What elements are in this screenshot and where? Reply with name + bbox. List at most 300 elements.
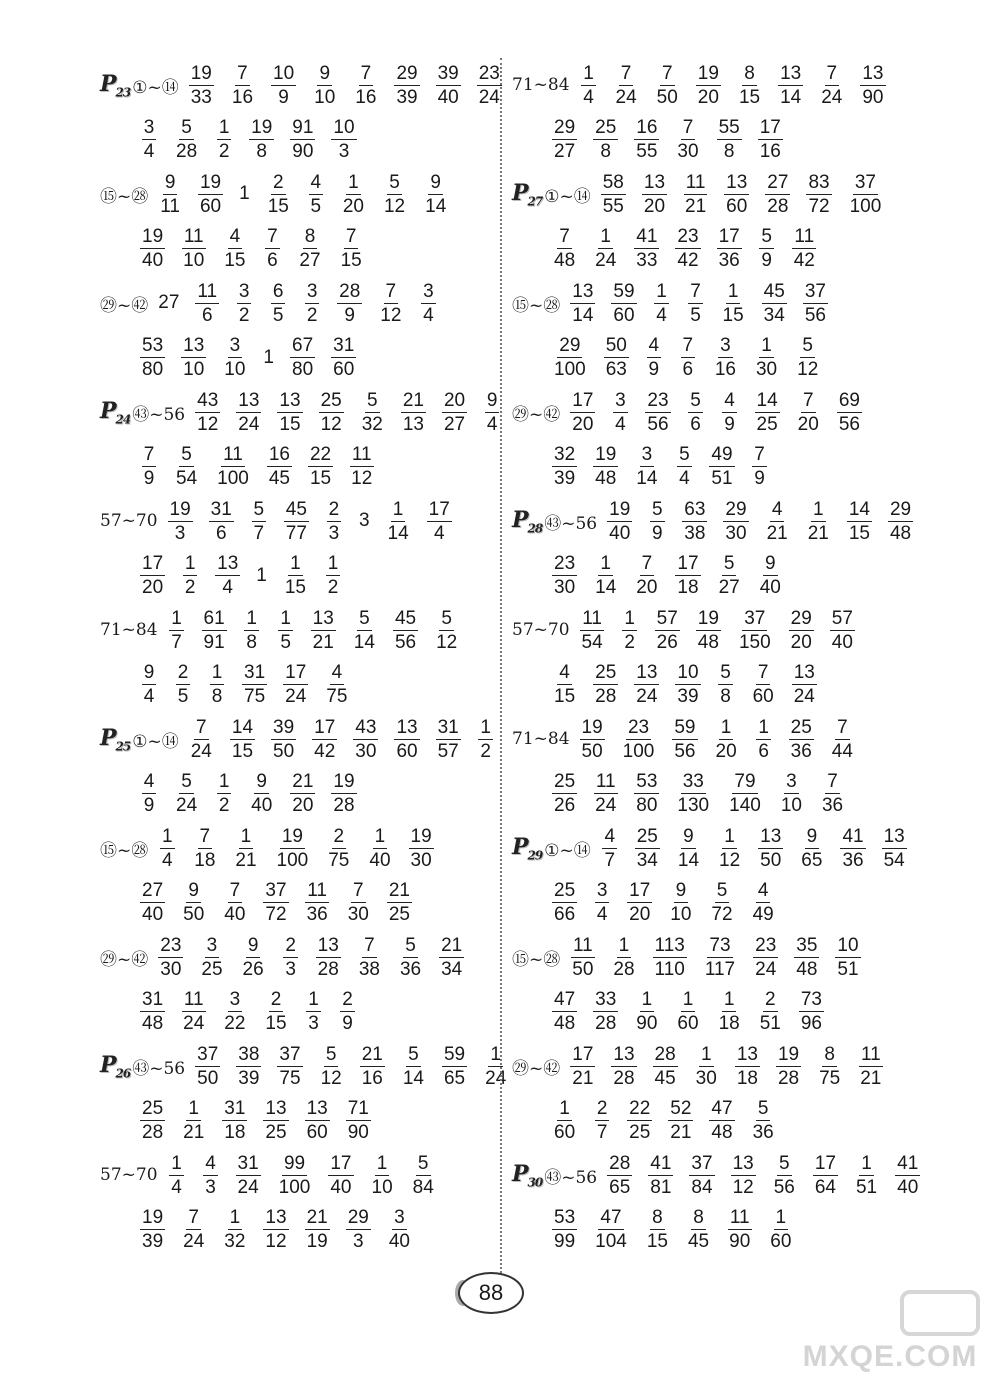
fraction-answer — [675, 771, 711, 816]
answer-list — [132, 1098, 379, 1143]
row-label — [100, 398, 187, 426]
numerator: 14 — [848, 498, 870, 520]
denominator: 14 — [677, 849, 700, 871]
numerator: 47 — [711, 1098, 733, 1120]
fraction-answer — [751, 880, 776, 925]
numerator: 14 — [231, 716, 254, 738]
denominator: 42 — [793, 250, 815, 272]
answer-row — [100, 985, 495, 1040]
denominator: 117 — [704, 958, 736, 980]
fraction-answer — [181, 880, 206, 925]
denominator: 110 — [654, 958, 685, 980]
numerator: 73 — [800, 989, 822, 1011]
fraction-answer — [277, 1044, 302, 1089]
denominator: 26 — [554, 795, 576, 817]
numerator: 23 — [677, 226, 699, 248]
row-label — [512, 180, 593, 208]
denominator: 9 — [761, 250, 772, 272]
denominator: 36 — [821, 795, 844, 817]
fraction-answer — [792, 226, 817, 271]
answer-list — [544, 1207, 801, 1252]
fraction-answer — [387, 1207, 412, 1252]
numerator: 9 — [247, 934, 259, 956]
denominator: 65 — [801, 849, 823, 871]
numerator: 7 — [837, 716, 848, 738]
numerator: 83 — [808, 171, 830, 193]
numerator: 3 — [229, 335, 241, 357]
denominator: 15 — [309, 468, 332, 490]
fraction-answer — [249, 771, 274, 816]
denominator: 8 — [723, 141, 735, 163]
denominator: 32 — [361, 413, 383, 435]
denominator: 30 — [160, 958, 182, 980]
fraction-answer — [439, 935, 464, 980]
denominator: 9 — [342, 1013, 353, 1035]
fraction-answer — [817, 1044, 842, 1089]
fraction-answer — [324, 662, 349, 707]
denominator: 81 — [650, 1176, 672, 1198]
numerator: 19 — [697, 607, 719, 629]
denominator: 34 — [763, 304, 785, 326]
numerator: 19 — [169, 498, 191, 520]
question-range: 71~84 — [100, 620, 158, 641]
numerator: 16 — [268, 444, 290, 466]
numerator: 1 — [392, 498, 404, 520]
fraction-answer — [645, 1207, 670, 1252]
fraction-answer — [215, 117, 233, 162]
denominator: 9 — [278, 86, 289, 108]
denominator: 14 — [353, 631, 375, 653]
question-range: ⑮~㉘ — [100, 186, 149, 207]
fraction-answer — [394, 63, 419, 108]
numerator: 29 — [889, 498, 912, 520]
denominator: 72 — [265, 904, 287, 926]
numerator: 1 — [812, 498, 824, 520]
numerator: 79 — [734, 771, 756, 793]
denominator: 36 — [718, 250, 740, 272]
numerator: 53 — [636, 771, 658, 793]
denominator: 30 — [725, 522, 747, 544]
page-ref-badge: $P_{29}$ — [512, 834, 543, 863]
numerator: 7 — [196, 716, 207, 738]
denominator: 10 — [780, 795, 802, 817]
denominator: 56 — [838, 413, 860, 435]
fraction-answer — [717, 989, 742, 1034]
answer-row — [100, 1148, 495, 1203]
numerator: 1 — [641, 989, 653, 1011]
fraction-answer — [195, 281, 219, 326]
numerator: 33 — [595, 989, 617, 1011]
numerator: 31 — [237, 1152, 259, 1174]
numerator: 19 — [581, 716, 603, 738]
fraction-answer — [713, 335, 738, 380]
numerator: 47 — [600, 1207, 622, 1229]
fraction-answer — [789, 717, 814, 762]
denominator: 20 — [643, 195, 666, 217]
numerator: 13 — [613, 1043, 635, 1065]
fraction-answer — [703, 935, 737, 980]
denominator: 6 — [682, 359, 694, 381]
numerator: 7 — [559, 226, 570, 248]
numerator: 59 — [443, 1043, 466, 1065]
fraction-answer — [552, 771, 577, 816]
fraction-answer — [242, 662, 267, 707]
numerator: 73 — [709, 934, 731, 956]
numerator: 5 — [325, 1043, 337, 1065]
fraction-answer — [593, 1207, 629, 1252]
numerator: 13 — [317, 934, 339, 956]
numerator: 3 — [423, 280, 434, 302]
fraction-answer — [195, 1044, 220, 1089]
denominator: 60 — [306, 1122, 328, 1144]
numerator: 2 — [272, 171, 284, 193]
fraction-answer — [442, 390, 467, 435]
fraction-answer — [765, 172, 790, 217]
denominator: 40 — [330, 1176, 352, 1198]
numerator: 31 — [437, 716, 459, 738]
denominator: 80 — [142, 359, 164, 381]
numerator: 1 — [682, 989, 694, 1011]
denominator: 24 — [485, 1067, 507, 1089]
denominator: 18 — [194, 849, 216, 871]
numerator: 35 — [796, 934, 818, 956]
numerator: 10 — [677, 662, 699, 684]
fraction-answer — [236, 1153, 261, 1198]
numerator: 59 — [674, 716, 696, 738]
answer-list — [132, 989, 365, 1034]
denominator: 8 — [720, 686, 731, 708]
denominator: 19 — [306, 1231, 328, 1253]
numerator: 5 — [417, 1152, 429, 1174]
denominator: 8 — [256, 141, 267, 163]
answer-row — [512, 876, 902, 931]
fraction-answer — [168, 608, 186, 653]
answer-list — [544, 553, 791, 598]
answer-list — [150, 281, 445, 326]
fraction-answer — [283, 553, 308, 598]
numerator: 13 — [732, 1152, 754, 1174]
numerator: 1 — [600, 553, 611, 575]
denominator: 5 — [690, 304, 701, 326]
denominator: 18 — [677, 577, 699, 599]
fraction-answer — [751, 662, 776, 707]
fraction-answer — [174, 444, 199, 489]
fraction-answer — [249, 117, 274, 162]
numerator: 5 — [408, 1043, 419, 1065]
answer-row — [512, 167, 902, 222]
denominator: 27 — [443, 413, 466, 435]
fraction-answer — [305, 1098, 330, 1143]
denominator: 90 — [292, 141, 314, 163]
fraction-answer — [174, 662, 192, 707]
fraction-answer — [552, 1207, 577, 1252]
fraction-answer — [758, 226, 776, 271]
answer-list — [562, 281, 836, 326]
fraction-answer — [689, 1153, 714, 1198]
answer-list — [544, 335, 828, 380]
numerator: 21 — [306, 1207, 328, 1229]
fraction-answer — [352, 608, 377, 653]
denominator: 4 — [583, 86, 594, 108]
denominator: 104 — [595, 1231, 627, 1253]
answer-row — [100, 440, 495, 495]
numerator: 19 — [333, 771, 355, 793]
numerator: 21 — [388, 880, 410, 902]
fraction-answer — [895, 1153, 920, 1198]
denominator: 2 — [218, 141, 230, 163]
numerator: 17 — [718, 226, 740, 248]
denominator: 56 — [773, 1176, 795, 1198]
integer-answer: 1 — [256, 564, 267, 586]
fraction-answer — [655, 63, 680, 108]
question-range: ㊸~56 — [132, 1058, 186, 1079]
fraction-answer — [552, 553, 577, 598]
numerator: 1 — [727, 280, 739, 302]
answer-row — [100, 603, 495, 658]
fraction-answer — [772, 1153, 797, 1198]
numerator: 17 — [572, 1043, 594, 1065]
fraction-answer — [208, 662, 226, 707]
denominator: 14 — [572, 304, 594, 326]
fraction-answer — [796, 390, 821, 435]
question-range: ㊸~56 — [544, 513, 598, 534]
denominator: 54 — [581, 631, 603, 653]
fraction-answer — [634, 226, 659, 271]
numerator: 8 — [824, 1043, 835, 1065]
denominator: 48 — [697, 631, 719, 653]
denominator: 6 — [267, 250, 278, 272]
answer-row — [512, 222, 902, 277]
row-label — [100, 620, 160, 640]
fraction-answer — [552, 226, 577, 271]
numerator: 13 — [312, 607, 334, 629]
answer-list — [544, 117, 791, 162]
fraction-answer — [181, 553, 199, 598]
denominator: 60 — [752, 686, 774, 708]
denominator: 6 — [758, 740, 769, 762]
answer-list — [132, 117, 365, 162]
numerator: 13 — [306, 1098, 328, 1120]
numerator: 52 — [670, 1098, 692, 1120]
numerator: 31 — [244, 662, 266, 684]
numerator: 11 — [595, 771, 616, 793]
numerator: 10 — [333, 117, 355, 139]
fraction-answer — [140, 1207, 165, 1252]
question-range: ㊸~56 — [544, 1167, 598, 1188]
fraction-answer — [181, 1207, 206, 1252]
denominator: 51 — [759, 1013, 781, 1035]
numerator: 4 — [771, 498, 783, 520]
numerator: 7 — [385, 280, 397, 302]
fraction-answer — [858, 1044, 883, 1089]
fraction-answer — [717, 553, 742, 598]
numerator: 13 — [793, 662, 815, 684]
numerator: 11 — [794, 226, 815, 248]
denominator: 16 — [714, 359, 736, 381]
fraction-answer — [386, 499, 411, 544]
numerator: 5 — [802, 335, 813, 357]
numerator: 31 — [333, 335, 355, 357]
denominator: 4 — [143, 141, 155, 163]
fraction-answer — [717, 117, 742, 162]
denominator: 40 — [142, 904, 164, 926]
answer-list — [160, 1153, 444, 1198]
row-label — [512, 945, 562, 970]
fraction-answer — [820, 771, 845, 816]
denominator: 3 — [174, 522, 186, 544]
numerator: 29 — [725, 498, 747, 520]
fraction-answer — [140, 1098, 165, 1143]
fraction-answer — [168, 499, 193, 544]
answer-row — [512, 930, 902, 985]
denominator: 9 — [651, 522, 663, 544]
denominator: 2 — [238, 304, 250, 326]
fraction-answer — [181, 989, 206, 1034]
numerator: 3 — [306, 280, 318, 302]
fraction-answer — [840, 826, 865, 871]
denominator: 54 — [883, 849, 905, 871]
denominator: 39 — [677, 686, 699, 708]
numerator: 4 — [143, 771, 155, 793]
denominator: 30 — [554, 577, 576, 599]
denominator: 28 — [142, 1122, 164, 1144]
denominator: 56 — [647, 413, 669, 435]
denominator: 20 — [572, 413, 594, 435]
fraction-answer — [307, 172, 325, 217]
numerator: 4 — [205, 1152, 216, 1174]
numerator: 67 — [292, 335, 314, 357]
numerator: 9 — [430, 171, 441, 193]
denominator: 90 — [636, 1013, 658, 1035]
fraction-answer — [319, 390, 344, 435]
row-label — [512, 400, 562, 425]
fraction-answer — [696, 63, 721, 108]
row-label — [100, 1165, 160, 1185]
denominator: 3 — [328, 522, 340, 544]
fraction-answer — [758, 826, 783, 871]
numerator: 11 — [223, 444, 243, 466]
fraction-answer — [353, 717, 378, 762]
denominator: 3 — [308, 1013, 319, 1035]
answer-row — [512, 113, 902, 168]
denominator: 15 — [848, 522, 870, 544]
answer-row — [100, 658, 495, 713]
numerator: 4 — [757, 880, 769, 902]
numerator: 13 — [643, 171, 666, 193]
question-range: ⑮~㉘ — [100, 840, 149, 861]
answer-list — [544, 880, 784, 925]
denominator: 28 — [333, 795, 355, 817]
fraction-answer — [339, 226, 364, 271]
fraction-answer — [754, 335, 779, 380]
denominator: 10 — [224, 359, 246, 381]
numerator: 5 — [778, 1152, 790, 1174]
fraction-answer — [645, 390, 670, 435]
numerator: 7 — [199, 825, 211, 847]
numerator: 5 — [181, 117, 192, 139]
fraction-answer — [835, 935, 860, 980]
fraction-answer — [634, 553, 659, 598]
fraction-answer — [755, 717, 773, 762]
fraction-answer — [339, 989, 357, 1034]
numerator: 9 — [143, 662, 155, 684]
fraction-answer — [319, 1044, 344, 1089]
numerator: 4 — [229, 226, 241, 248]
denominator: 24 — [183, 1013, 205, 1035]
fraction-answer — [721, 281, 746, 326]
fraction-answer — [411, 1153, 436, 1198]
numerator: 23 — [627, 716, 650, 738]
integer-answer: 3 — [358, 510, 370, 532]
fraction-answer — [635, 826, 660, 871]
answer-list — [132, 1207, 420, 1252]
numerator: 7 — [143, 444, 155, 466]
numerator: 17 — [428, 498, 450, 520]
fraction-answer — [305, 1207, 330, 1252]
fraction-answer — [552, 662, 577, 707]
fraction-answer — [882, 826, 907, 871]
numerator: 2 — [270, 989, 282, 1011]
denominator: 25 — [388, 904, 410, 926]
fraction-answer — [607, 1153, 632, 1198]
numerator: 19 — [410, 825, 432, 847]
fraction-answer — [316, 935, 341, 980]
numerator: 99 — [283, 1152, 306, 1174]
answer-row — [100, 113, 495, 168]
answer-row — [512, 549, 902, 604]
fraction-answer — [436, 717, 461, 762]
fraction-answer — [601, 826, 619, 871]
fraction-answer — [263, 1207, 288, 1252]
question-range: ①~⑭ — [132, 77, 179, 98]
question-range: ㉙~㊷ — [100, 949, 149, 970]
fraction-answer — [604, 335, 629, 380]
numerator: 25 — [636, 825, 658, 847]
denominator: 40 — [437, 86, 459, 108]
denominator: 56 — [674, 740, 696, 762]
denominator: 12 — [320, 1067, 342, 1089]
fraction-answer — [601, 172, 626, 217]
numerator: 91 — [292, 117, 314, 139]
fraction-answer — [243, 608, 261, 653]
answer-list — [160, 608, 468, 653]
numerator: 11 — [351, 444, 372, 466]
denominator: 15 — [554, 686, 576, 708]
denominator: 40 — [609, 522, 631, 544]
denominator: 24 — [755, 958, 777, 980]
numerator: 7 — [345, 226, 357, 248]
denominator: 40 — [831, 631, 853, 653]
fraction-answer — [611, 390, 629, 435]
row-label — [100, 511, 160, 531]
answer-list — [132, 335, 364, 380]
denominator: 10 — [183, 250, 205, 272]
denominator: 140 — [729, 795, 761, 817]
denominator: 16 — [355, 86, 377, 108]
numerator: 5 — [679, 444, 690, 466]
numerator: 22 — [309, 444, 332, 466]
numerator: 37 — [197, 1043, 219, 1065]
denominator: 14 — [425, 195, 447, 217]
fraction-answer — [611, 1044, 636, 1089]
row-label — [512, 507, 599, 535]
denominator: 60 — [396, 740, 418, 762]
denominator: 50 — [183, 904, 205, 926]
answer-row — [512, 385, 902, 440]
fraction-answer — [717, 226, 742, 271]
numerator: 1 — [246, 607, 257, 629]
fraction-answer — [765, 499, 790, 544]
